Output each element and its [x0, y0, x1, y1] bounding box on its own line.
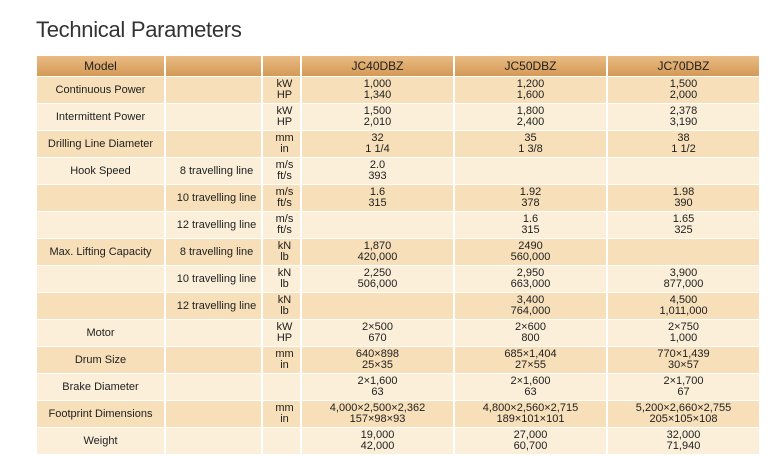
- value-text: 1,011,000: [659, 305, 708, 317]
- unit-text: HP: [276, 332, 293, 344]
- value-cell-jc50dbz: [455, 104, 606, 130]
- value-text: 1,800: [516, 105, 545, 117]
- value-text: 315: [521, 224, 540, 236]
- table-row: [37, 212, 759, 238]
- row-label: [37, 212, 164, 238]
- value-text: 1.6: [522, 213, 539, 225]
- value-text: 315: [368, 197, 387, 209]
- value-text: 325: [674, 224, 693, 236]
- value-text: 1,600: [516, 89, 545, 101]
- value-text: 3,900: [669, 267, 698, 279]
- value-cell-jc40dbz: [302, 77, 453, 103]
- value-cell-jc50dbz: [455, 266, 606, 292]
- row-sublabel: 12 travelling line: [166, 293, 261, 319]
- value-text: 2,378: [669, 105, 698, 117]
- unit-text: in: [280, 413, 289, 425]
- row-units: [263, 185, 300, 211]
- table-row: [37, 347, 759, 373]
- value-cell-jc50dbz: [455, 374, 606, 400]
- value-cell-jc70dbz: [608, 104, 759, 130]
- row-units: [263, 428, 300, 454]
- value-cell-jc40dbz: [302, 131, 453, 157]
- value-text: 1.6: [369, 186, 386, 198]
- row-units: [263, 77, 300, 103]
- row-units: [263, 158, 300, 184]
- value-text: 27×55: [515, 359, 546, 371]
- row-label: Motor: [37, 320, 164, 346]
- table-row: [37, 374, 759, 400]
- value-text: 1.92: [519, 186, 542, 198]
- unit-text: m/s: [275, 186, 294, 198]
- technical-parameters-table: [35, 55, 761, 455]
- table-row: [37, 266, 759, 292]
- unit-text: ft/s: [277, 197, 292, 209]
- value-text: 393: [368, 170, 387, 182]
- value-text: 3,400: [516, 294, 545, 306]
- unit-text: mm: [275, 132, 294, 144]
- table-header-row: [37, 56, 759, 76]
- table-row: [37, 293, 759, 319]
- value-cell-jc40dbz: [302, 347, 453, 373]
- value-text: 38: [677, 132, 690, 144]
- row-sublabel: [166, 401, 261, 427]
- table-body: [37, 56, 759, 454]
- row-units: [263, 347, 300, 373]
- table-row: [37, 77, 759, 103]
- row-label: Footprint Dimensions: [37, 401, 164, 427]
- value-cell-jc70dbz: [608, 131, 759, 157]
- value-cell-jc50dbz: [455, 401, 606, 427]
- value-cell-jc40dbz: [302, 293, 453, 319]
- row-sublabel: 8 travelling line: [166, 158, 261, 184]
- value-text: 32: [371, 132, 384, 144]
- value-text: 1.98: [672, 186, 695, 198]
- value-text: 35: [524, 132, 537, 144]
- value-text: 205×105×108: [649, 413, 718, 425]
- value-text: 2×1,600: [357, 375, 398, 387]
- value-cell-jc70dbz: [608, 77, 759, 103]
- row-sublabel: [166, 428, 261, 454]
- value-cell-jc50dbz: [455, 428, 606, 454]
- value-cell-jc70dbz: [608, 266, 759, 292]
- value-text: 378: [521, 197, 540, 209]
- value-text: 42,000: [360, 440, 395, 452]
- value-text: 1.65: [672, 213, 695, 225]
- value-text: 770×1,439: [657, 348, 710, 360]
- unit-text: mm: [275, 402, 294, 414]
- value-cell-jc70dbz: [608, 158, 759, 184]
- value-text: 2490: [518, 240, 543, 252]
- row-label: [37, 266, 164, 292]
- table-row: [37, 104, 759, 130]
- row-units: [263, 320, 300, 346]
- value-cell-jc70dbz: [608, 320, 759, 346]
- table-row: [37, 158, 759, 184]
- value-text: 189×101×101: [496, 413, 565, 425]
- row-label: Drilling Line Diameter: [37, 131, 164, 157]
- value-text: 63: [371, 386, 384, 398]
- row-label: Brake Diameter: [37, 374, 164, 400]
- unit-text: kN: [277, 294, 292, 306]
- unit-text: lb: [280, 278, 289, 290]
- value-text: 2,010: [363, 116, 392, 128]
- value-cell-jc50dbz: [455, 212, 606, 238]
- value-cell-jc50dbz: [455, 158, 606, 184]
- row-units: [263, 104, 300, 130]
- unit-text: mm: [275, 348, 294, 360]
- value-text: 2×1,700: [663, 375, 704, 387]
- table-row: [37, 320, 759, 346]
- unit-text: kW: [276, 78, 293, 90]
- table-row: [37, 401, 759, 427]
- unit-text: in: [280, 359, 289, 371]
- row-units: [263, 131, 300, 157]
- row-label: [37, 293, 164, 319]
- row-units: [263, 374, 300, 400]
- header-model: Model: [37, 56, 164, 76]
- value-cell-jc40dbz: [302, 374, 453, 400]
- value-text: 27,000: [513, 429, 548, 441]
- value-text: 32,000: [666, 429, 701, 441]
- value-text: 71,940: [666, 440, 701, 452]
- value-cell-jc50dbz: [455, 185, 606, 211]
- value-text: 390: [674, 197, 693, 209]
- value-text: 2,950: [516, 267, 545, 279]
- value-text: 1,200: [516, 78, 545, 90]
- value-text: 4,000×2,500×2,362: [329, 402, 426, 414]
- table-row: [37, 131, 759, 157]
- value-text: 63: [524, 386, 537, 398]
- unit-text: lb: [280, 251, 289, 263]
- value-text: 1,870: [363, 240, 392, 252]
- row-sublabel: [166, 77, 261, 103]
- unit-text: m/s: [275, 213, 294, 225]
- header-sub: [166, 56, 261, 76]
- row-sublabel: 10 travelling line: [166, 266, 261, 292]
- row-label: Max. Lifting Capacity: [37, 239, 164, 265]
- header-jc70dbz: JC70DBZ: [608, 56, 759, 76]
- row-sublabel: [166, 320, 261, 346]
- value-text: 2×1,600: [510, 375, 551, 387]
- value-text: 5,200×2,660×2,755: [635, 402, 732, 414]
- value-text: 560,000: [510, 251, 551, 263]
- value-cell-jc70dbz: [608, 428, 759, 454]
- value-cell-jc40dbz: [302, 158, 453, 184]
- value-cell-jc40dbz: [302, 401, 453, 427]
- value-cell-jc40dbz: [302, 185, 453, 211]
- value-cell-jc50dbz: [455, 239, 606, 265]
- unit-text: kN: [277, 240, 292, 252]
- value-text: 67: [677, 386, 690, 398]
- value-text: 506,000: [357, 278, 398, 290]
- page-title: Technical Parameters: [36, 17, 242, 42]
- row-sublabel: [166, 131, 261, 157]
- value-text: 1,340: [363, 89, 392, 101]
- value-cell-jc40dbz: [302, 104, 453, 130]
- row-sublabel: 10 travelling line: [166, 185, 261, 211]
- value-cell-jc50dbz: [455, 293, 606, 319]
- unit-text: kN: [277, 267, 292, 279]
- row-sublabel: [166, 374, 261, 400]
- value-text: 25×35: [362, 359, 393, 371]
- value-cell-jc70dbz: [608, 239, 759, 265]
- value-cell-jc40dbz: [302, 320, 453, 346]
- value-text: 1,500: [363, 105, 392, 117]
- header-unit: [263, 56, 300, 76]
- value-text: 2×750: [668, 321, 699, 333]
- value-cell-jc70dbz: [608, 347, 759, 373]
- row-sublabel: 8 travelling line: [166, 239, 261, 265]
- value-text: 663,000: [510, 278, 551, 290]
- unit-text: ft/s: [277, 224, 292, 236]
- value-cell-jc70dbz: [608, 212, 759, 238]
- value-text: 1 1/4: [365, 143, 390, 155]
- table-row: [37, 185, 759, 211]
- value-text: 764,000: [510, 305, 551, 317]
- value-text: 19,000: [360, 429, 395, 441]
- unit-text: HP: [276, 116, 293, 128]
- row-units: [263, 401, 300, 427]
- unit-text: lb: [280, 305, 289, 317]
- unit-text: m/s: [275, 159, 294, 171]
- header-jc50dbz: JC50DBZ: [455, 56, 606, 76]
- value-text: 2,400: [516, 116, 545, 128]
- value-cell-jc70dbz: [608, 401, 759, 427]
- row-label: Weight: [37, 428, 164, 454]
- table-row: [37, 239, 759, 265]
- value-text: 1 1/2: [671, 143, 696, 155]
- value-text: 2×600: [515, 321, 546, 333]
- value-text: 640×898: [355, 348, 400, 360]
- value-cell-jc70dbz: [608, 374, 759, 400]
- value-text: 30×57: [668, 359, 699, 371]
- row-label: Hook Speed: [37, 158, 164, 184]
- value-cell-jc50dbz: [455, 131, 606, 157]
- row-units: [263, 293, 300, 319]
- value-text: 800: [521, 332, 540, 344]
- value-text: 4,500: [669, 294, 698, 306]
- row-units: [263, 266, 300, 292]
- value-text: 2×500: [362, 321, 393, 333]
- value-text: 2.0: [369, 159, 386, 171]
- value-cell-jc40dbz: [302, 239, 453, 265]
- value-text: 1,000: [669, 332, 698, 344]
- row-label: Intermittent Power: [37, 104, 164, 130]
- row-sublabel: [166, 104, 261, 130]
- value-text: 2,250: [363, 267, 392, 279]
- value-text: 60,700: [513, 440, 548, 452]
- value-cell-jc40dbz: [302, 212, 453, 238]
- value-text: 157×98×93: [349, 413, 406, 425]
- value-text: 2,000: [669, 89, 698, 101]
- value-text: 4,800×2,560×2,715: [482, 402, 579, 414]
- row-label: [37, 185, 164, 211]
- value-cell-jc50dbz: [455, 77, 606, 103]
- header-jc40dbz: JC40DBZ: [302, 56, 453, 76]
- value-cell-jc40dbz: [302, 428, 453, 454]
- unit-text: in: [280, 143, 289, 155]
- value-text: 3,190: [669, 116, 698, 128]
- value-cell-jc70dbz: [608, 185, 759, 211]
- row-sublabel: [166, 347, 261, 373]
- value-text: 1,500: [669, 78, 698, 90]
- row-units: [263, 212, 300, 238]
- value-cell-jc50dbz: [455, 347, 606, 373]
- value-cell-jc50dbz: [455, 320, 606, 346]
- value-cell-jc70dbz: [608, 293, 759, 319]
- value-cell-jc40dbz: [302, 266, 453, 292]
- unit-text: kW: [276, 321, 293, 333]
- row-units: [263, 239, 300, 265]
- table-row: [37, 428, 759, 454]
- row-label: Drum Size: [37, 347, 164, 373]
- value-text: 1,000: [363, 78, 392, 90]
- value-text: 1 3/8: [518, 143, 543, 155]
- value-text: 685×1,404: [504, 348, 557, 360]
- unit-text: ft/s: [277, 170, 292, 182]
- unit-text: kW: [276, 105, 293, 117]
- value-text: 670: [368, 332, 387, 344]
- value-text: 420,000: [357, 251, 398, 263]
- value-text: 877,000: [663, 278, 704, 290]
- row-sublabel: 12 travelling line: [166, 212, 261, 238]
- row-label: Continuous Power: [37, 77, 164, 103]
- unit-text: HP: [276, 89, 293, 101]
